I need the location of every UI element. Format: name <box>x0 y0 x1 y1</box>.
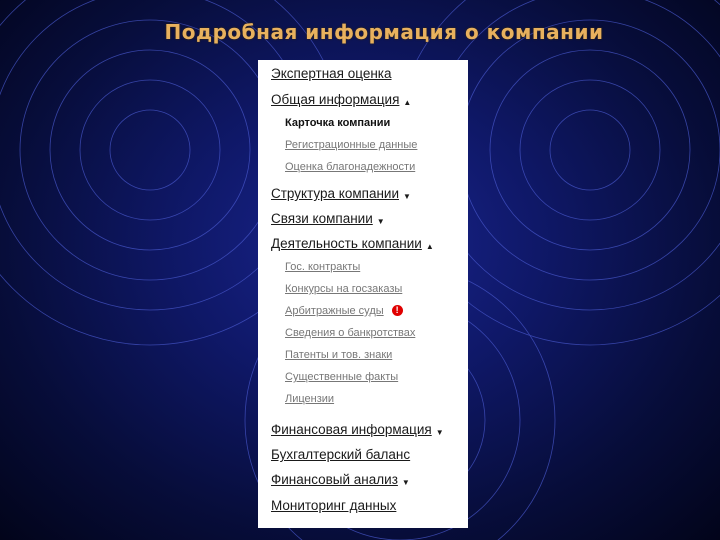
menu-item-label: Общая информация <box>271 92 400 107</box>
menu-item-financial-analysis[interactable] <box>271 472 410 487</box>
menu-item-balance-sheet[interactable] <box>271 447 410 462</box>
expand-arrow-icon[interactable]: ▼ <box>401 478 410 487</box>
menu-item-label: Бухгалтерский баланс <box>271 447 411 462</box>
submenu-item-gov-contracts[interactable]: Гос. контракты <box>285 261 361 273</box>
menu-item-label: Деятельность компании <box>271 236 422 251</box>
submenu-item-reliability-rating[interactable]: Оценка благонадежности <box>285 161 416 173</box>
menu-item-label: Структура компании <box>271 186 399 201</box>
submenu-item-bankruptcy[interactable]: Сведения о банкротствах <box>285 327 416 339</box>
menu-item-label: Экспертная оценка <box>271 66 392 81</box>
submenu-item-patents[interactable]: Патенты и тов. знаки <box>285 349 393 361</box>
menu-item-financial-info[interactable] <box>271 422 444 437</box>
menu-item-general-info[interactable] <box>271 92 411 107</box>
submenu-item-company-card[interactable]: Карточка компании <box>285 117 391 129</box>
submenu-item-registration-data[interactable]: Регистрационные данные <box>285 139 418 151</box>
menu-item-label: Финансовый анализ <box>271 472 398 487</box>
menu-item-company-links[interactable] <box>271 211 385 226</box>
submenu-item-licenses[interactable]: Лицензии <box>285 393 335 405</box>
menu-item-label: Финансовая информация <box>271 422 432 437</box>
collapse-arrow-icon[interactable]: ▲ <box>403 98 412 107</box>
submenu-item-label: Арбитражные суды <box>285 305 384 317</box>
expand-arrow-icon[interactable]: ▼ <box>376 217 385 226</box>
expand-arrow-icon[interactable]: ▼ <box>403 192 411 201</box>
submenu-item-arbitration-courts[interactable] <box>285 305 403 317</box>
alert-icon: ! <box>392 305 403 316</box>
collapse-arrow-icon[interactable]: ▲ <box>425 242 434 251</box>
menu-item-expert-rating[interactable] <box>271 66 392 81</box>
menu-item-company-activity[interactable] <box>271 236 434 251</box>
menu-item-label: Связи компании <box>271 211 373 226</box>
menu-item-data-monitoring[interactable] <box>271 498 396 513</box>
menu-item-label: Мониторинг данных <box>271 498 397 513</box>
slide-title: Подробная информация о компании <box>164 20 604 44</box>
company-menu-panel <box>258 60 468 528</box>
expand-arrow-icon[interactable]: ▼ <box>435 428 444 437</box>
submenu-item-gov-tenders[interactable]: Конкурсы на госзаказы <box>285 283 403 295</box>
submenu-item-material-facts[interactable]: Существенные факты <box>285 371 399 383</box>
menu-item-company-structure[interactable] <box>271 186 411 201</box>
